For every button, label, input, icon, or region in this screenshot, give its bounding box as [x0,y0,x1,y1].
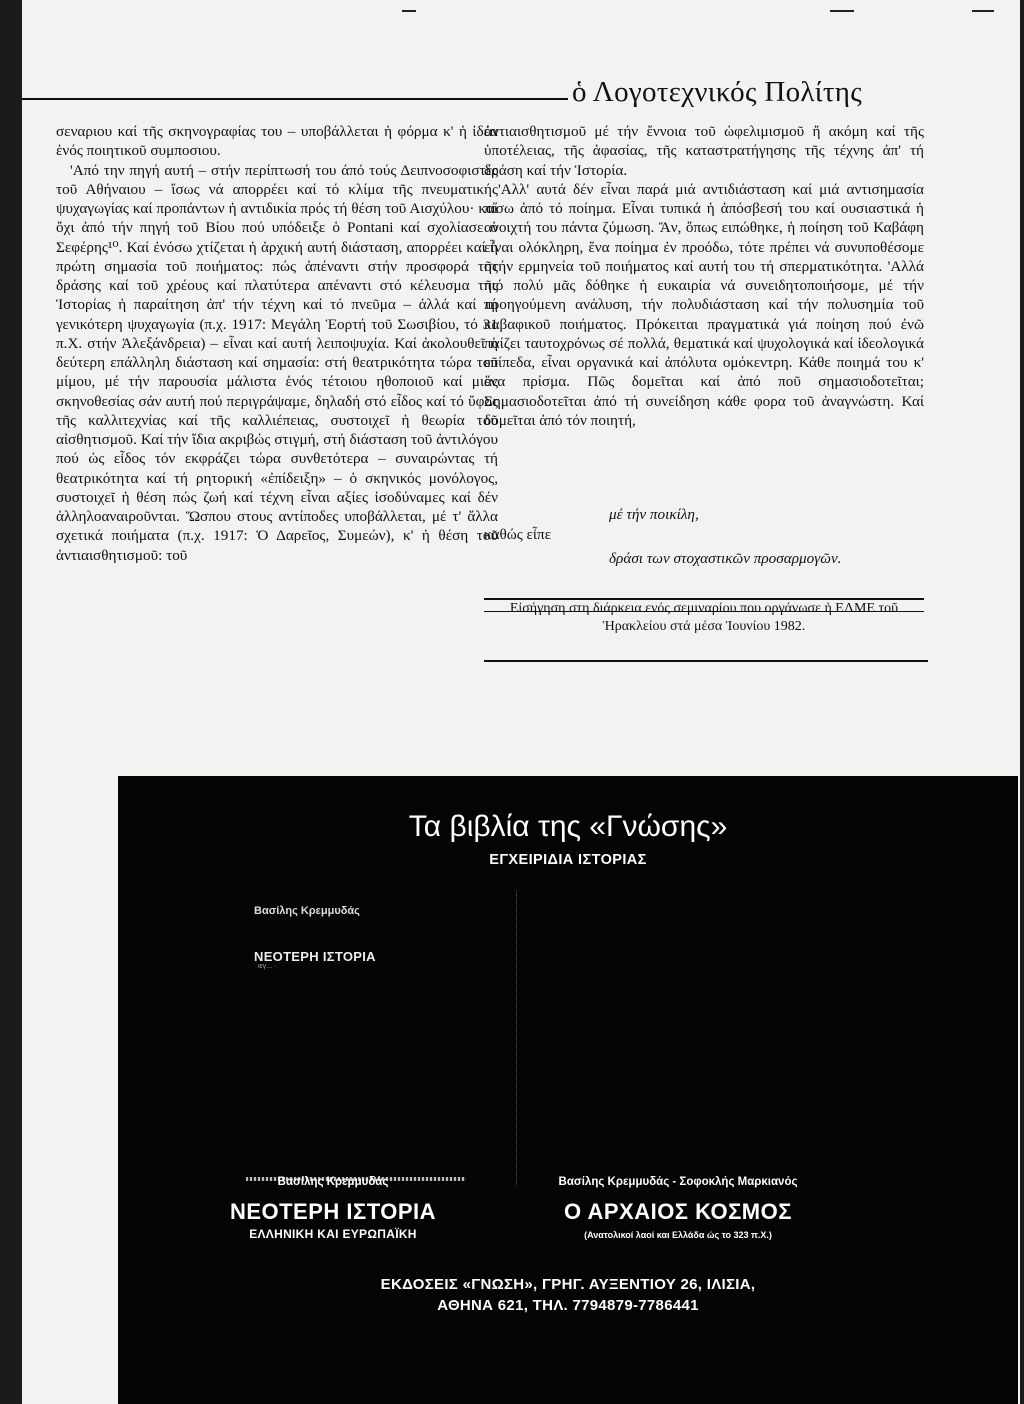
running-head: ὁ Λογοτεχνικός Πολίτης [572,76,863,108]
publisher-line: ΕΚΔΟΣΕΙΣ «ΓΝΩΣΗ», ΓΡΗΓ. ΑΥΞΕΝΤΙΟΥ 26, ΙΛΙΣΙΑ, [380,1276,756,1293]
quote-line: μέ τήν ποικίλη, [609,506,699,523]
publisher-address [118,1274,1018,1316]
quote-block [484,506,924,576]
cover-author: Βασίλης Κρεμμυδάς [254,905,360,917]
ad-title: Τα βιβλία της «Γνώσης» [408,810,728,843]
cover-title: ΝΕΟΤΕΡΗ ΙΣΤΟΡΙΑ [254,949,376,964]
paragraph: σεναριου καί τῆς σκηνογραφίας του – υποβάλλεται ἡ φόρμα κ' ἡ ἰδέα ἑνός ποιητικοῦ συμποσιου. [56,123,498,160]
book-author: Βασίλης Κρεμμυδάς [277,1176,389,1188]
advertisement [118,776,1018,1404]
right-column [484,122,924,430]
header-rule [22,98,568,100]
quote-lead: καθώς εἶπε [484,526,552,543]
paragraph: 'Από την πηγή αυτή – στήν περίπτωσή του άπό τούς Δειπνοσοφιστές τοῦ Αθήναιου – ἴσως νά απορρέει καί τό κλίμα τῆς πνευματικής ψυχαγωγίας καί προπάντων ἡ αντιδικία πρός τή θέση τοῦ Αισχύλου· καί ὄχι ἀπό τήν πηγή τοῦ Βίου πού υπόδειξε ὁ Pontani καί σχολίασε ὁ Σεφέρης¹⁰. Καί ἐνόσω χτίζεται ἡ ἀρχική αυτή διάσταση, απορρέει καί ἡ πρώτη σημασία τοῦ ποιήματος: πώς ἀπέναντι στήν προσφορά τῆς δράσης καί τοῦ χρέους καί πλατύτερα απέναντι στό κέλευσμα τῆς Ἱστορίας ἡ παραίτηση ἀπ' τήν τέχνη καί τό πνεῦμα – ἀλλά καί τή γενικότερη ψυχαγωγία (π.χ. 1917: Μεγάλη Ἑορτή τοῦ Σωσιβίου, τό 31 π.Χ. στήν Ἀλεξάνδρεια) – εἶναι καί αυτή λειποψυχία. Καί ἀκολουθεῖ ἡ δεύτερη επάλληλη διάσταση καί σημασία: στή θεατρικότητα τώρα τοῦ μίμου, μέ τήν παρουσία μάλιστα ἑνός τέτοιου ηθοποιοῦ καί μιας σκηνοθεσίας σάν αυτή πού περιγράψαμε, δηλαδή στό εἶδος καί τό ὕφος τῆς καλλιτεχνίας καί τῆς καλλιέπειας, συστοιχεῖ ἡ θεωρία τοῦ αἰσθητισμοῦ. Καί τήν ἴδια ακριβώς στιγμή, στή διάσταση τοῦ ἀντιλόγου πού ὡς εἶδος τόν εκφράζει τώρα συνθετότερα – συναιρώντας τή θεατρικότητα καί τή ρητορική «ἐπίδειξη» – ὁ σκηνικός μονόλογος, συστοιχεῖ ἡ θέση πώς ζωή καί τέχνη εἶναι αξίες ἰσοδύναμες καί δέν ἀλληλοαναιροῦνται. Ὥσπου στους αντίποδες υποβάλλεται, μέ τ' ἄλλα σχετικά ποιήματα (π.χ. 1917: Ὁ Δαρεῖος, Συμεών), κ' ἡ θέση τοῦ ἀντιαισθητισμοῦ: τοῦ [56,161,498,564]
book-subtitle: ΕΛΛΗΝΙΚΗ ΚΑΙ ΕΥΡΩΠΑΪΚΗ [249,1227,417,1241]
magazine-page [22,0,1020,1404]
scan-mark [402,10,416,12]
footnote: Εἰσήγηση στη διάρκεια ενός σεμιναρίου που οργάνωσε ἡ ΕΛΜΕ τοῦ Ἡρακλείου στά μέσα Ἰουνίου 1982. [509,601,899,634]
quote-line: δράσι των στοχαστικῶν προσαρμογῶν. [609,550,842,567]
end-rule [484,660,928,662]
ad-subtitle: ΕΓΧΕΙΡΙΔΙΑ ΙΣΤΟΡΙΑΣ [489,852,647,868]
cover-mark: ιεγ... · [258,963,277,970]
scan-mark [972,10,994,12]
top-margin [22,0,1020,58]
book-author: Βασίλης Κρεμμυδάς - Σοφοκλής Μαρκιανός [558,1176,798,1188]
paragraph: ἀντιαισθητισμοῦ μέ τήν ἔννοια τοῦ ὠφελιμισμοῦ ἤ ακόμη καί τῆς ὑποτέλειας, τῆς ἀφασίας, τῆς καταστρατήγησης τῆς τέχνης ἀπ' τή δράση καί τήν Ἱστορία. [484,123,924,179]
book-title: Ο ΑΡΧΑΙΟΣ ΚΟΣΜΟΣ [564,1199,792,1224]
book-cover-image [236,891,517,1186]
left-column [56,122,498,565]
scan-mark [830,10,854,12]
book-title: ΝΕΟΤΕΡΗ ΙΣΤΟΡΙΑ [229,1199,437,1224]
publisher-line: ΑΘΗΝΑ 621, ΤΗΛ. 7794879-7786441 [437,1297,699,1314]
paragraph: 'Αλλ' αυτά δέν εἶναι παρά μιά αντιδιάσταση καί μιά αντισημασία πίσω ἀπό τό ποίημα. Εἶναι τυπικά ἡ ἀπόσβεσή του καί ουσιαστικά ἡ ανοιχτή του πάντα ζύμωση. Ἄν, ὅπως ειπώθηκε, ἡ ποίηση τοῦ Καβάφη εἶναι ολόκληρη, ἕνα ποίημα ἐν προόδω, τότε πρέπει νά συνυποθέσομε στήν ερμηνεία τοῦ ποιήματος καί αυτή του τή σπερματικότητα. 'Αλλά πιό πολύ μᾶς δόθηκε ἡ ευκαιρία νά συνειδητοποιήσομε, μέ τήν προηγούμενη ανάλυση, τήν πολυδιάσταση καί τήν πολυσημία τοῦ καβαφικοῦ ποιήματος. Πρόκειται πραγματικά γιά ποίηση πού ἐνῶ παίζει ταυτοχρόνως σέ πολλά, θεματικά καί ψυχολογικά καί ἰδεολογικά επίπεδα, εἶναι οργανικά καί ἀπόλυτα ομόκεντρη. Κάθε ποιημά του κ' ἕνα πρίσμα. Πῶς δομεῖται καί ἀπό ποῦ σημασιοδοτεῖται; Σημασιοδοτεῖται ἀπό τή συνείδηση κάθε φορα τοῦ ἀναγνώστη. Καί δομεῖται ἀπό τόν ποιητή, [484,180,924,429]
book-subtitle: (Ανατολικοί λαοί και Ελλάδα ώς το 323 π.Χ.) [584,1230,772,1240]
